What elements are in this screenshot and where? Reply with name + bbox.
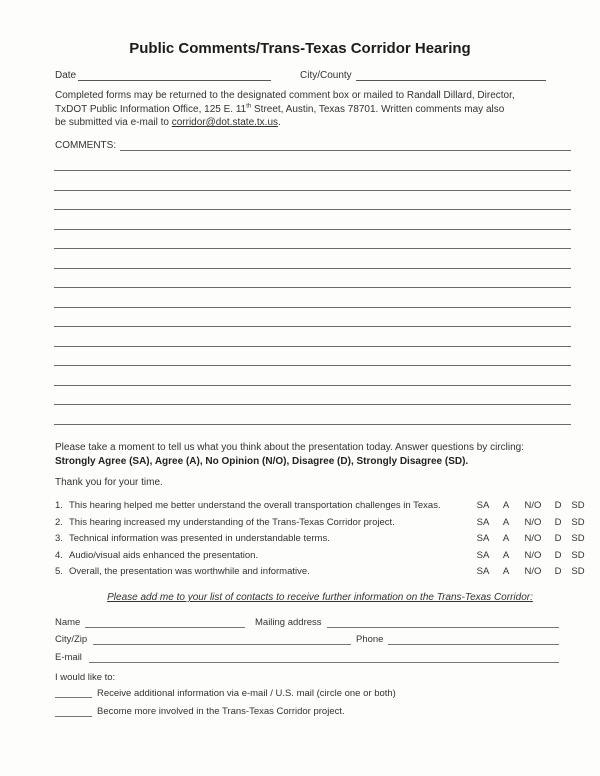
comment-line[interactable] bbox=[120, 150, 571, 151]
survey-intro-line-2: Strongly Agree (SA), Agree (A), No Opinion (N/O), Disagree (D), Strongly Disagree (SD). bbox=[55, 455, 469, 467]
rating-option[interactable]: D bbox=[554, 533, 562, 544]
city-county-field[interactable] bbox=[356, 80, 546, 81]
comment-line[interactable] bbox=[54, 326, 571, 327]
rating-option[interactable]: A bbox=[502, 500, 510, 511]
rating-option[interactable]: A bbox=[502, 566, 510, 577]
survey-intro-line-1: Please take a moment to tell us what you think about the presentation today. Answer questions by circling: bbox=[55, 442, 524, 453]
comment-line[interactable] bbox=[54, 190, 571, 191]
question-row bbox=[55, 516, 585, 530]
street-ordinal: th bbox=[246, 103, 252, 110]
rating-scale bbox=[470, 517, 590, 528]
question-text: Technical information was presented in understandable terms. bbox=[69, 533, 330, 544]
comment-line[interactable] bbox=[54, 404, 571, 405]
option-2-checkbox[interactable] bbox=[55, 716, 92, 717]
question-row bbox=[55, 549, 585, 563]
instructions-line-2b: Street, Austin, Texas 78701. Written comments may also bbox=[251, 103, 505, 115]
rating-option[interactable]: N/O bbox=[524, 549, 542, 561]
survey-intro bbox=[55, 441, 580, 468]
rating-option[interactable]: D bbox=[554, 516, 562, 528]
instructions-line-3 bbox=[55, 116, 575, 130]
rating-option[interactable]: N/O bbox=[524, 566, 542, 577]
question-text: This hearing helped me better understand the overall transportation challenges in Texas. bbox=[69, 500, 441, 511]
name-field[interactable] bbox=[85, 627, 245, 628]
rating-option[interactable]: SA bbox=[476, 549, 490, 561]
option-1-checkbox[interactable] bbox=[55, 697, 92, 698]
city-zip-field[interactable] bbox=[93, 644, 351, 645]
rating-option[interactable]: A bbox=[502, 533, 510, 544]
option-2-text: Become more involved in the Trans-Texas Corridor project. bbox=[97, 706, 345, 717]
instructions-line-3a: be submitted via e-mail to bbox=[55, 117, 172, 128]
rating-option[interactable]: SD bbox=[571, 566, 585, 577]
rating-scale bbox=[470, 550, 590, 561]
phone-field[interactable] bbox=[388, 644, 559, 645]
email-link[interactable]: corridor@dot.state.tx.us bbox=[171, 117, 279, 128]
rating-scale bbox=[470, 533, 590, 544]
question-text: This hearing increased my understanding of the Trans-Texas Corridor project. bbox=[69, 516, 395, 528]
rating-scale bbox=[470, 566, 590, 577]
rating-option[interactable]: D bbox=[554, 500, 562, 511]
comments-label: COMMENTS: bbox=[55, 140, 117, 151]
email-label: E-mail bbox=[55, 652, 82, 663]
instructions-line-2 bbox=[55, 103, 575, 117]
question-row bbox=[55, 533, 585, 546]
email-field[interactable] bbox=[89, 662, 559, 663]
rating-option[interactable]: D bbox=[554, 549, 562, 561]
question-row bbox=[55, 500, 585, 513]
comment-line[interactable] bbox=[54, 268, 571, 269]
city-county-label: City/County bbox=[300, 70, 352, 81]
mailing-address-label: Mailing address bbox=[255, 617, 322, 628]
rating-option[interactable]: N/O bbox=[524, 500, 542, 511]
rating-option[interactable]: SD bbox=[571, 549, 585, 561]
rating-option[interactable]: SD bbox=[571, 533, 585, 544]
date-field[interactable] bbox=[78, 80, 271, 81]
form-title: Public Comments/Trans-Texas Corridor Hearing bbox=[129, 40, 471, 57]
thank-you-text: Thank you for your time. bbox=[55, 477, 163, 488]
option-1-text: Receive additional information via e-mail / U.S. mail (circle one or both) bbox=[97, 688, 396, 699]
question-number: 2. bbox=[55, 516, 63, 528]
comment-line[interactable] bbox=[54, 424, 571, 425]
instructions-paragraph bbox=[55, 89, 575, 130]
rating-option[interactable]: SD bbox=[571, 500, 585, 511]
instructions-line-1: Completed forms may be returned to the designated comment box or mailed to Randall Dillard, Director, bbox=[55, 90, 515, 101]
rating-option[interactable]: N/O bbox=[524, 533, 542, 544]
rating-option[interactable]: A bbox=[502, 516, 510, 528]
question-text: Overall, the presentation was worthwhile and informative. bbox=[69, 566, 310, 577]
instructions-line-2a: TxDOT Public Information Office, 125 E. 11 bbox=[55, 103, 247, 115]
comment-line[interactable] bbox=[54, 248, 571, 249]
rating-option[interactable]: SA bbox=[476, 516, 490, 528]
rating-option[interactable]: SA bbox=[476, 566, 490, 577]
question-text: Audio/visual aids enhanced the presentation. bbox=[69, 549, 259, 561]
comment-line[interactable] bbox=[54, 287, 571, 288]
question-number: 4. bbox=[55, 549, 63, 561]
rating-option[interactable]: SA bbox=[476, 500, 490, 511]
rating-option[interactable]: D bbox=[554, 566, 562, 577]
comment-line[interactable] bbox=[54, 307, 571, 308]
question-number: 1. bbox=[55, 500, 63, 511]
rating-option[interactable]: N/O bbox=[524, 516, 542, 528]
comment-line[interactable] bbox=[54, 229, 571, 230]
rating-scale bbox=[470, 500, 590, 511]
name-label: Name bbox=[55, 617, 81, 628]
phone-label: Phone bbox=[356, 634, 384, 645]
comment-line[interactable] bbox=[54, 385, 571, 386]
question-number: 3. bbox=[55, 533, 63, 544]
question-row bbox=[55, 566, 585, 579]
comment-line[interactable] bbox=[54, 209, 571, 210]
contacts-heading: Please add me to your list of contacts to receive further information on the Trans-Texas Corridor: bbox=[107, 592, 533, 603]
mailing-address-field[interactable] bbox=[327, 627, 559, 628]
date-label: Date bbox=[55, 70, 77, 81]
question-number: 5. bbox=[55, 566, 63, 577]
comment-line[interactable] bbox=[54, 365, 571, 366]
instructions-line-3b: . bbox=[278, 117, 281, 128]
comment-line[interactable] bbox=[54, 170, 571, 171]
rating-option[interactable]: SA bbox=[476, 533, 490, 544]
rating-option[interactable]: SD bbox=[571, 516, 585, 528]
rating-option[interactable]: A bbox=[502, 549, 510, 561]
would-like-label: I would like to: bbox=[55, 672, 116, 683]
city-zip-label: City/Zip bbox=[55, 634, 88, 645]
comment-line[interactable] bbox=[54, 346, 571, 347]
